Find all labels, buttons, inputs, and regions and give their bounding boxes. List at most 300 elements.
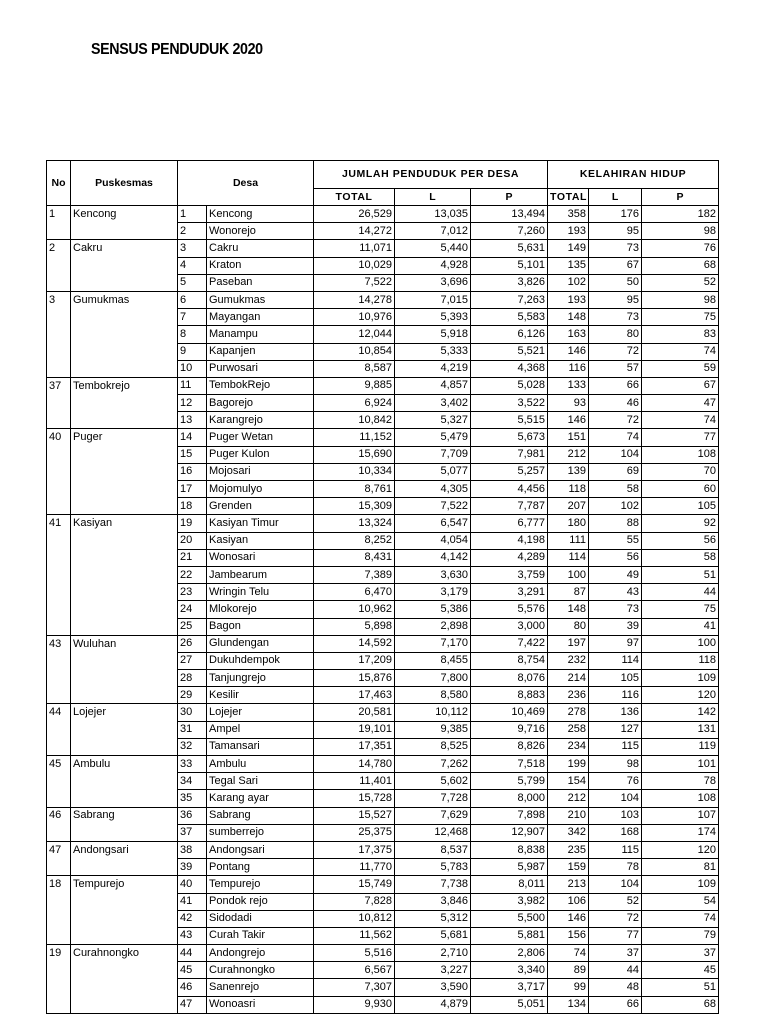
cell-l: 5,312 — [395, 910, 471, 927]
cell-desa-no: 16 — [178, 463, 207, 480]
cell-l: 4,305 — [395, 481, 471, 498]
cell-l: 5,393 — [395, 309, 471, 326]
table-row — [47, 223, 719, 240]
cell-desa-no: 28 — [178, 670, 207, 687]
cell-l: 3,402 — [395, 395, 471, 412]
cell-l: 7,629 — [395, 807, 471, 824]
cell-puskesmas — [71, 412, 178, 429]
cell-total: 11,401 — [314, 773, 395, 790]
cell-kh-l: 78 — [589, 859, 642, 876]
cell-no — [47, 652, 71, 669]
cell-p: 13,494 — [471, 206, 548, 223]
cell-desa-no: 31 — [178, 721, 207, 738]
table-row — [47, 618, 719, 635]
header-kh-total: TOTAL — [548, 189, 589, 206]
cell-desa-no: 5 — [178, 274, 207, 291]
cell-desa: Tegal Sari — [207, 773, 314, 790]
cell-kh-l: 127 — [589, 721, 642, 738]
cell-kh-p: 109 — [642, 670, 719, 687]
cell-kh-p: 75 — [642, 601, 719, 618]
cell-no: 43 — [47, 635, 71, 652]
header-p: P — [471, 189, 548, 206]
cell-p: 5,257 — [471, 463, 548, 480]
cell-no: 44 — [47, 704, 71, 721]
cell-l: 5,918 — [395, 326, 471, 343]
cell-desa-no: 30 — [178, 704, 207, 721]
header-kelahiran-hidup: KELAHIRAN HIDUP — [548, 161, 719, 189]
cell-kh-p: 51 — [642, 979, 719, 996]
cell-no — [47, 601, 71, 618]
cell-total: 15,690 — [314, 446, 395, 463]
cell-l: 4,879 — [395, 996, 471, 1013]
cell-kh-p: 59 — [642, 360, 719, 377]
cell-total: 7,307 — [314, 979, 395, 996]
cell-kh-l: 48 — [589, 979, 642, 996]
cell-desa-no: 3 — [178, 240, 207, 257]
cell-kh-l: 73 — [589, 240, 642, 257]
cell-desa-no: 8 — [178, 326, 207, 343]
cell-total: 8,761 — [314, 481, 395, 498]
cell-kh-p: 74 — [642, 412, 719, 429]
cell-no: 40 — [47, 429, 71, 446]
cell-puskesmas: Curahnongko — [71, 945, 178, 962]
cell-puskesmas: Gumukmas — [71, 291, 178, 308]
cell-desa: Sidodadi — [207, 910, 314, 927]
cell-desa-no: 12 — [178, 395, 207, 412]
cell-puskesmas — [71, 498, 178, 515]
cell-total: 8,587 — [314, 360, 395, 377]
cell-total: 14,272 — [314, 223, 395, 240]
cell-total: 7,522 — [314, 274, 395, 291]
cell-total: 14,592 — [314, 635, 395, 652]
cell-kh-l: 176 — [589, 206, 642, 223]
cell-p: 5,521 — [471, 343, 548, 360]
cell-no — [47, 223, 71, 240]
cell-no — [47, 446, 71, 463]
cell-p: 10,469 — [471, 704, 548, 721]
cell-total: 17,375 — [314, 841, 395, 858]
cell-l: 3,227 — [395, 962, 471, 979]
cell-p: 2,806 — [471, 945, 548, 962]
cell-kh-total: 163 — [548, 326, 589, 343]
cell-puskesmas — [71, 481, 178, 498]
cell-total: 15,728 — [314, 790, 395, 807]
cell-l: 12,468 — [395, 824, 471, 841]
cell-kh-total: 342 — [548, 824, 589, 841]
cell-kh-total: 106 — [548, 893, 589, 910]
cell-kh-p: 101 — [642, 756, 719, 773]
cell-kh-total: 199 — [548, 756, 589, 773]
cell-p: 5,673 — [471, 429, 548, 446]
cell-desa-no: 33 — [178, 756, 207, 773]
cell-desa: Purwosari — [207, 360, 314, 377]
cell-puskesmas — [71, 395, 178, 412]
cell-desa: Manampu — [207, 326, 314, 343]
cell-l: 7,015 — [395, 291, 471, 308]
cell-p: 7,518 — [471, 756, 548, 773]
cell-kh-l: 72 — [589, 910, 642, 927]
cell-no — [47, 996, 71, 1013]
cell-desa: Karangrejo — [207, 412, 314, 429]
cell-l: 4,928 — [395, 257, 471, 274]
cell-kh-total: 111 — [548, 532, 589, 549]
cell-kh-total: 135 — [548, 257, 589, 274]
cell-kh-l: 67 — [589, 257, 642, 274]
cell-no — [47, 910, 71, 927]
table-row — [47, 481, 719, 498]
cell-kh-p: 67 — [642, 377, 719, 394]
cell-desa: Cakru — [207, 240, 314, 257]
cell-l: 5,783 — [395, 859, 471, 876]
cell-desa-no: 26 — [178, 635, 207, 652]
cell-desa: Wonoasri — [207, 996, 314, 1013]
cell-desa-no: 44 — [178, 945, 207, 962]
cell-total: 9,930 — [314, 996, 395, 1013]
table-row — [47, 859, 719, 876]
cell-kh-p: 108 — [642, 446, 719, 463]
cell-total: 7,828 — [314, 893, 395, 910]
cell-kh-total: 133 — [548, 377, 589, 394]
cell-l: 4,857 — [395, 377, 471, 394]
cell-p: 5,881 — [471, 927, 548, 944]
cell-desa-no: 42 — [178, 910, 207, 927]
cell-l: 5,602 — [395, 773, 471, 790]
cell-p: 8,754 — [471, 652, 548, 669]
cell-p: 4,198 — [471, 532, 548, 549]
cell-total: 15,527 — [314, 807, 395, 824]
table-row — [47, 566, 719, 583]
cell-total: 10,812 — [314, 910, 395, 927]
cell-kh-total: 139 — [548, 463, 589, 480]
cell-kh-l: 105 — [589, 670, 642, 687]
cell-desa-no: 10 — [178, 360, 207, 377]
cell-l: 7,800 — [395, 670, 471, 687]
cell-kh-p: 45 — [642, 962, 719, 979]
table-row — [47, 704, 719, 721]
cell-puskesmas — [71, 996, 178, 1013]
cell-l: 2,898 — [395, 618, 471, 635]
cell-p: 5,576 — [471, 601, 548, 618]
cell-kh-l: 104 — [589, 446, 642, 463]
table-row — [47, 824, 719, 841]
cell-kh-l: 95 — [589, 291, 642, 308]
cell-kh-total: 193 — [548, 223, 589, 240]
cell-desa: Curahnongko — [207, 962, 314, 979]
cell-p: 7,263 — [471, 291, 548, 308]
cell-desa: Dukuhdempok — [207, 652, 314, 669]
cell-l: 5,681 — [395, 927, 471, 944]
cell-kh-l: 98 — [589, 756, 642, 773]
cell-kh-p: 92 — [642, 515, 719, 532]
cell-desa-no: 9 — [178, 343, 207, 360]
cell-kh-total: 193 — [548, 291, 589, 308]
cell-p: 3,717 — [471, 979, 548, 996]
cell-l: 3,590 — [395, 979, 471, 996]
cell-total: 10,029 — [314, 257, 395, 274]
cell-l: 7,170 — [395, 635, 471, 652]
cell-kh-p: 120 — [642, 687, 719, 704]
cell-p: 3,340 — [471, 962, 548, 979]
cell-desa-no: 39 — [178, 859, 207, 876]
table-row — [47, 584, 719, 601]
table-row — [47, 807, 719, 824]
cell-puskesmas — [71, 274, 178, 291]
cell-total: 10,962 — [314, 601, 395, 618]
cell-kh-l: 136 — [589, 704, 642, 721]
table-row — [47, 206, 719, 223]
cell-puskesmas — [71, 979, 178, 996]
cell-kh-l: 104 — [589, 790, 642, 807]
cell-kh-total: 146 — [548, 910, 589, 927]
cell-l: 5,386 — [395, 601, 471, 618]
cell-p: 8,826 — [471, 738, 548, 755]
cell-l: 7,522 — [395, 498, 471, 515]
cell-kh-p: 76 — [642, 240, 719, 257]
page-title: SENSUS PENDUDUK 2020 — [91, 41, 263, 58]
cell-desa: Grenden — [207, 498, 314, 515]
cell-l: 13,035 — [395, 206, 471, 223]
cell-kh-p: 174 — [642, 824, 719, 841]
cell-desa: Wringin Telu — [207, 584, 314, 601]
cell-p: 5,799 — [471, 773, 548, 790]
cell-kh-total: 116 — [548, 360, 589, 377]
cell-desa-no: 17 — [178, 481, 207, 498]
cell-desa: Tanjungrejo — [207, 670, 314, 687]
table-row — [47, 979, 719, 996]
cell-no: 46 — [47, 807, 71, 824]
cell-total: 5,516 — [314, 945, 395, 962]
cell-kh-total: 258 — [548, 721, 589, 738]
cell-desa: Bagorejo — [207, 395, 314, 412]
cell-kh-total: 134 — [548, 996, 589, 1013]
cell-no — [47, 790, 71, 807]
cell-puskesmas — [71, 738, 178, 755]
cell-puskesmas — [71, 223, 178, 240]
cell-l: 3,846 — [395, 893, 471, 910]
cell-puskesmas — [71, 652, 178, 669]
cell-l: 2,710 — [395, 945, 471, 962]
cell-desa: Mojosari — [207, 463, 314, 480]
cell-puskesmas — [71, 532, 178, 549]
cell-kh-total: 232 — [548, 652, 589, 669]
table-row — [47, 635, 719, 652]
cell-desa-no: 7 — [178, 309, 207, 326]
cell-kh-p: 105 — [642, 498, 719, 515]
cell-kh-p: 58 — [642, 549, 719, 566]
cell-no — [47, 584, 71, 601]
cell-desa: Wonosari — [207, 549, 314, 566]
cell-kh-total: 154 — [548, 773, 589, 790]
cell-total: 10,842 — [314, 412, 395, 429]
cell-kh-l: 72 — [589, 343, 642, 360]
cell-desa-no: 19 — [178, 515, 207, 532]
cell-kh-total: 74 — [548, 945, 589, 962]
cell-p: 12,907 — [471, 824, 548, 841]
cell-desa-no: 6 — [178, 291, 207, 308]
cell-kh-p: 77 — [642, 429, 719, 446]
cell-kh-l: 74 — [589, 429, 642, 446]
cell-kh-total: 234 — [548, 738, 589, 755]
cell-total: 6,470 — [314, 584, 395, 601]
cell-total: 6,924 — [314, 395, 395, 412]
cell-kh-l: 37 — [589, 945, 642, 962]
cell-no — [47, 738, 71, 755]
cell-puskesmas — [71, 790, 178, 807]
header-puskesmas: Puskesmas — [71, 161, 178, 206]
cell-puskesmas: Ambulu — [71, 756, 178, 773]
cell-kh-total: 148 — [548, 601, 589, 618]
table-row — [47, 257, 719, 274]
cell-desa-no: 2 — [178, 223, 207, 240]
cell-p: 3,759 — [471, 566, 548, 583]
cell-no — [47, 412, 71, 429]
cell-kh-l: 69 — [589, 463, 642, 480]
cell-kh-l: 88 — [589, 515, 642, 532]
cell-kh-l: 66 — [589, 996, 642, 1013]
cell-desa: Kasiyan — [207, 532, 314, 549]
cell-no: 47 — [47, 841, 71, 858]
cell-desa-no: 29 — [178, 687, 207, 704]
cell-l: 4,142 — [395, 549, 471, 566]
cell-kh-l: 114 — [589, 652, 642, 669]
cell-kh-l: 43 — [589, 584, 642, 601]
cell-kh-l: 103 — [589, 807, 642, 824]
cell-kh-l: 168 — [589, 824, 642, 841]
cell-kh-p: 52 — [642, 274, 719, 291]
cell-kh-p: 51 — [642, 566, 719, 583]
cell-kh-p: 83 — [642, 326, 719, 343]
cell-kh-total: 156 — [548, 927, 589, 944]
cell-l: 7,728 — [395, 790, 471, 807]
cell-l: 10,112 — [395, 704, 471, 721]
cell-puskesmas: Tembokrejo — [71, 377, 178, 394]
cell-puskesmas — [71, 893, 178, 910]
table-row — [47, 326, 719, 343]
cell-kh-p: 75 — [642, 309, 719, 326]
cell-puskesmas — [71, 566, 178, 583]
cell-desa-no: 21 — [178, 549, 207, 566]
cell-kh-total: 180 — [548, 515, 589, 532]
cell-p: 5,051 — [471, 996, 548, 1013]
cell-desa: Mayangan — [207, 309, 314, 326]
cell-desa-no: 11 — [178, 377, 207, 394]
cell-p: 8,076 — [471, 670, 548, 687]
table-row — [47, 395, 719, 412]
cell-p: 7,260 — [471, 223, 548, 240]
cell-p: 8,883 — [471, 687, 548, 704]
cell-puskesmas — [71, 601, 178, 618]
cell-desa-no: 18 — [178, 498, 207, 515]
cell-total: 9,885 — [314, 377, 395, 394]
cell-p: 3,522 — [471, 395, 548, 412]
cell-kh-p: 44 — [642, 584, 719, 601]
cell-p: 3,826 — [471, 274, 548, 291]
cell-kh-p: 70 — [642, 463, 719, 480]
cell-desa: Kencong — [207, 206, 314, 223]
cell-l: 7,012 — [395, 223, 471, 240]
cell-kh-p: 98 — [642, 223, 719, 240]
cell-p: 7,787 — [471, 498, 548, 515]
cell-total: 17,463 — [314, 687, 395, 704]
cell-no — [47, 927, 71, 944]
cell-kh-total: 149 — [548, 240, 589, 257]
cell-puskesmas — [71, 962, 178, 979]
cell-kh-l: 52 — [589, 893, 642, 910]
table-row — [47, 412, 719, 429]
cell-puskesmas — [71, 446, 178, 463]
table-row — [47, 910, 719, 927]
cell-kh-l: 72 — [589, 412, 642, 429]
cell-total: 17,351 — [314, 738, 395, 755]
cell-no — [47, 360, 71, 377]
cell-kh-p: 120 — [642, 841, 719, 858]
cell-kh-total: 114 — [548, 549, 589, 566]
cell-desa: Sabrang — [207, 807, 314, 824]
cell-no — [47, 979, 71, 996]
cell-kh-p: 74 — [642, 343, 719, 360]
cell-p: 3,000 — [471, 618, 548, 635]
table-row — [47, 738, 719, 755]
cell-no — [47, 721, 71, 738]
cell-desa: Paseban — [207, 274, 314, 291]
cell-kh-total: 213 — [548, 876, 589, 893]
cell-kh-l: 49 — [589, 566, 642, 583]
cell-kh-total: 210 — [548, 807, 589, 824]
cell-no — [47, 395, 71, 412]
cell-no: 19 — [47, 945, 71, 962]
cell-puskesmas: Wuluhan — [71, 635, 178, 652]
table-row — [47, 446, 719, 463]
cell-p: 7,981 — [471, 446, 548, 463]
cell-kh-l: 80 — [589, 326, 642, 343]
cell-kh-total: 207 — [548, 498, 589, 515]
cell-kh-total: 236 — [548, 687, 589, 704]
cell-l: 3,179 — [395, 584, 471, 601]
cell-kh-l: 73 — [589, 309, 642, 326]
cell-p: 6,126 — [471, 326, 548, 343]
cell-kh-total: 358 — [548, 206, 589, 223]
cell-kh-l: 66 — [589, 377, 642, 394]
cell-no — [47, 824, 71, 841]
cell-total: 20,581 — [314, 704, 395, 721]
cell-puskesmas — [71, 721, 178, 738]
cell-total: 15,749 — [314, 876, 395, 893]
cell-puskesmas: Sabrang — [71, 807, 178, 824]
cell-p: 7,422 — [471, 635, 548, 652]
cell-no — [47, 274, 71, 291]
cell-puskesmas — [71, 360, 178, 377]
cell-l: 7,709 — [395, 446, 471, 463]
table-row — [47, 773, 719, 790]
cell-total: 17,209 — [314, 652, 395, 669]
cell-kh-p: 41 — [642, 618, 719, 635]
cell-l: 8,537 — [395, 841, 471, 858]
cell-no: 2 — [47, 240, 71, 257]
cell-desa: Tempurejo — [207, 876, 314, 893]
cell-kh-total: 89 — [548, 962, 589, 979]
cell-puskesmas — [71, 326, 178, 343]
cell-puskesmas — [71, 824, 178, 841]
cell-kh-total: 197 — [548, 635, 589, 652]
cell-desa: Kesilir — [207, 687, 314, 704]
table-row — [47, 360, 719, 377]
cell-kh-l: 57 — [589, 360, 642, 377]
cell-total: 19,101 — [314, 721, 395, 738]
cell-l: 4,219 — [395, 360, 471, 377]
cell-desa-no: 24 — [178, 601, 207, 618]
cell-puskesmas — [71, 910, 178, 927]
cell-kh-l: 116 — [589, 687, 642, 704]
